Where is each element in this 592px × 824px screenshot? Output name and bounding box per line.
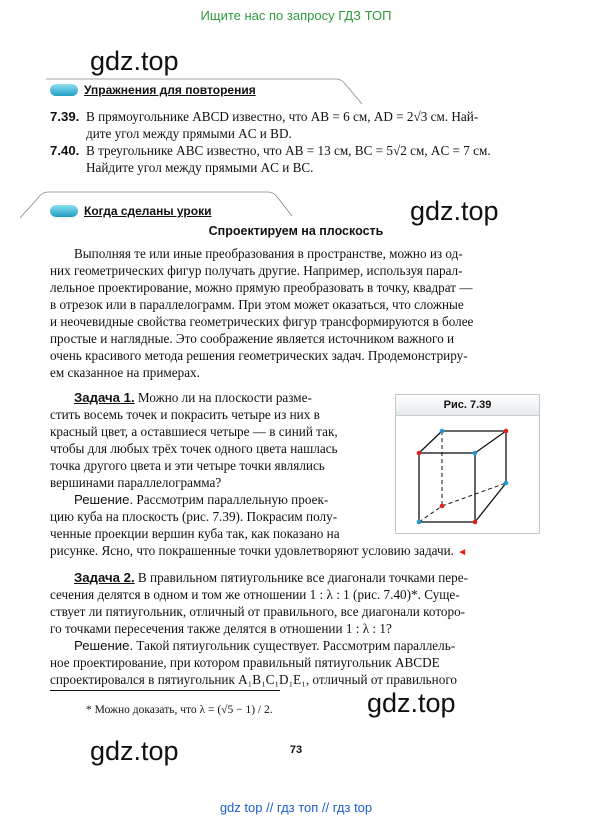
task-label: Задача 2. xyxy=(74,570,135,585)
figure-title: Рис. 7.39 xyxy=(396,395,539,416)
page-number: 73 xyxy=(289,744,303,756)
text-line: простые и наглядные. Это соображение является источником важного и xyxy=(50,331,455,346)
text-line: В правильном пятиугольнике все диагонали точками пере- xyxy=(134,570,468,585)
exercise-7-39 xyxy=(50,108,550,142)
section-banner xyxy=(50,204,290,220)
section-banner xyxy=(50,83,310,99)
solution-label: Решение. xyxy=(74,492,134,507)
figure-7-39 xyxy=(395,394,540,534)
exercise-number: 7.39. xyxy=(50,109,80,124)
banner-pill-icon xyxy=(50,205,78,217)
footer-links[interactable]: gdz top // гдз топ // гдз top xyxy=(219,800,373,815)
text-line: Такой пятиугольник существует. Рассмотрим параллель- xyxy=(133,638,456,653)
text-line: Рассмотрим параллельную проек- xyxy=(133,492,329,507)
text-line: ное проектирование, при котором правильный пятиугольник ABCDE xyxy=(50,655,440,670)
text-line: спроектировался в пятиугольник A₁B₁C₁D₁E₁, отличный от правильного xyxy=(50,672,458,687)
exercise-text: дите угол между прямыми AC и BD. xyxy=(86,126,292,141)
intro-paragraph xyxy=(50,245,550,381)
text-line: Можно ли на плоскости разме- xyxy=(134,390,312,405)
text-line: в отрезок или в параллелограмм. При этом может оказаться, что сложные xyxy=(50,297,464,312)
task-label: Задача 1. xyxy=(74,390,135,405)
footnote: * Можно доказать, что λ = (√5 − 1) / 2. xyxy=(86,704,273,716)
footnote-divider xyxy=(50,690,280,691)
watermark: gdz.top xyxy=(90,736,179,766)
task-1 xyxy=(50,389,385,542)
top-search-hint[interactable]: Ищите нас по запросу ГДЗ ТОП xyxy=(200,8,392,23)
solution-label: Решение. xyxy=(74,638,134,653)
text-line: стить восемь точек и покрасить четыре из них в xyxy=(50,407,320,422)
exercise-7-40 xyxy=(50,142,550,176)
exercise-number: 7.40. xyxy=(50,143,80,158)
text-line: ченные проекции вершин куба так, как показано на xyxy=(50,526,340,541)
text-line: точка другого цвета и эти четыре точки являлись xyxy=(50,458,325,473)
text-line: цию куба на плоскость (рис. 7.39). Покрасим полу- xyxy=(50,509,338,524)
task-2 xyxy=(50,569,550,688)
text-line: красный цвет, а оставшиеся четыре — в синий так, xyxy=(50,424,338,439)
section-title: Упражнения для повторения xyxy=(84,83,256,97)
section-title: Когда сделаны уроки xyxy=(84,204,212,218)
text-line: ем сказанное на примерах. xyxy=(50,365,200,380)
watermark: gdz.top xyxy=(410,196,499,226)
end-of-solution-marker: ◄ xyxy=(457,547,468,558)
cube-projection-diagram xyxy=(396,416,539,533)
text-line: очень красивого метода решения геометрических задач. Продемонстриру- xyxy=(50,348,468,363)
exercise-text: В треугольнике ABC известно, что AB = 13 см, BC = 5√2 см, AC = 7 см. xyxy=(86,143,491,158)
text-line: рисунке. Ясно, что покрашенные точки удовлетворяют условию задачи. xyxy=(50,543,454,558)
vertex-points xyxy=(417,429,509,525)
watermark: gdz.top xyxy=(90,46,179,76)
section-heading: Спроектируем на плоскость xyxy=(208,224,384,238)
text-line: лельное проектирование, можно прямую преобразовать в точку, квадрат — xyxy=(50,280,473,295)
exercise-text: В прямоугольнике ABCD известно, что AB = 6 см, AD = 2√3 см. Най- xyxy=(86,109,479,124)
watermark: gdz.top xyxy=(367,688,456,718)
text-line: вершинами параллелограмма? xyxy=(50,475,222,490)
text-line: Выполняя те или иные преобразования в пространстве, можно из од- xyxy=(74,246,463,261)
text-line: сечения делятся в одном и том же отношении 1 : λ : 1 (рис. 7.40)*. Суще- xyxy=(50,587,460,602)
text-line: чтобы для любых трёх точек одного цвета нашлась xyxy=(50,441,338,456)
banner-pill-icon xyxy=(50,84,78,96)
exercise-text: Найдите угол между прямыми AC и BC. xyxy=(86,160,314,175)
text-line: го точками пересечения также делятся в отношении 1 : λ : 1? xyxy=(50,621,392,636)
text-line: и неочевидные свойства геометрических фигур трансформируются в более xyxy=(50,314,474,329)
task-1-conclusion xyxy=(50,542,550,561)
text-line: ствует ли пятиугольник, отличный от правильного, все диагонали которо- xyxy=(50,604,466,619)
text-line: них геометрических фигур получать другие. Например, используя парал- xyxy=(50,263,463,278)
